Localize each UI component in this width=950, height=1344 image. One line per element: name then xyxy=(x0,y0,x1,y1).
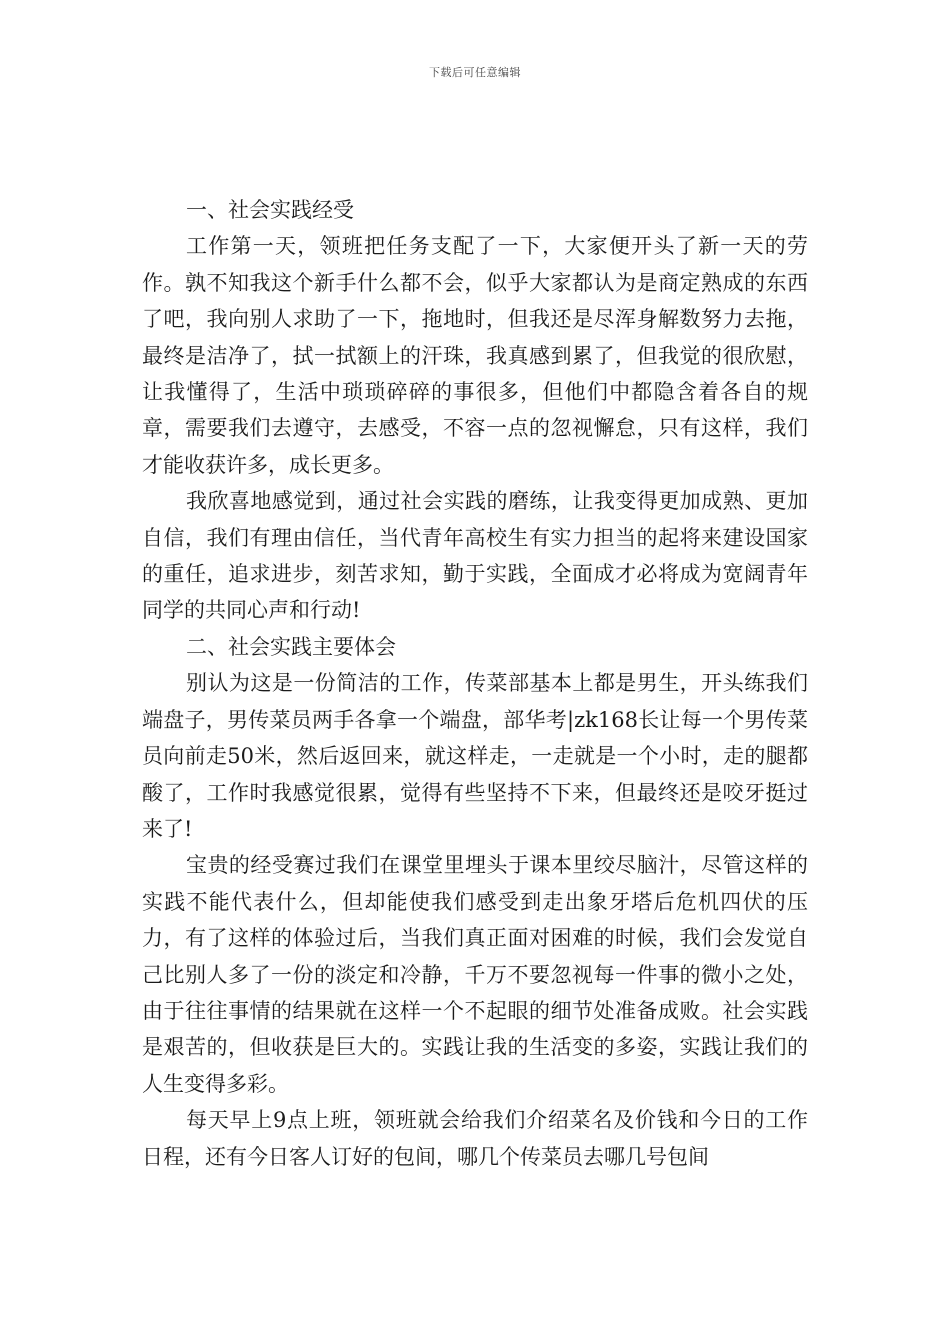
section-heading: 二、社会实践主要体会 xyxy=(186,634,396,659)
paragraph: 工作第一天，领班把任务支配了一下，大家便开头了新一天的劳作。孰不知我这个新手什么都不会，似乎大家都认为是商定熟成的东西了吧，我向别人求助了一下，拖地时，但我还是尽浑身解数努力去拖，最终是洁净了，拭一拭额上的汗珠，我真感到累了，但我觉的很欣慰，让我懂得了，生活中琐琐碎碎的事很多，但他们中都隐含着各自的规章，需要我们去遵守，去感受，不容一点的忽视懈怠，只有这样，我们才能收获许多，成长更多。 xyxy=(142,234,808,477)
paragraph: 每天早上9点上班，领班就会给我们介绍菜名及价钱和今日的工作日程，还有今日客人订好的包间，哪几个传菜员去哪几号包间 xyxy=(142,1108,808,1169)
paragraph: 别认为这是一份简洁的工作，传菜部基本上都是男生，开头练我们端盘子，男传菜员两手各拿一个端盘，部华考|zk168长让每一个男传菜员向前走50米，然后返回来，就这样走，一走就是一个小时，走的腿都酸了，工作时我感觉很累，觉得有些坚持不下来，但最终还是咬牙挺过来了! xyxy=(142,671,808,841)
paragraph: 宝贵的经受赛过我们在课堂里埋头于课本里绞尽脑汁，尽管这样的实践不能代表什么，但却能使我们感受到走出象牙塔后危机四伏的压力，有了这样的体验过后，当我们真正面对困难的时候，我们会发觉自己比别人多了一份的淡定和冷静，千万不要忽视每一件事的微小之处，由于往往事情的结果就在这样一个不起眼的细节处准备成败。社会实践是艰苦的，但收获是巨大的。实践让我的生活变的多姿，实践让我们的人生变得多彩。 xyxy=(142,853,808,1096)
section-heading: 一、社会实践经受 xyxy=(186,198,354,222)
paragraph: 我欣喜地感觉到，通过社会实践的磨练，让我变得更加成熟、更加自信，我们有理由信任，当代青年高校生有实力担当的起将来建设国家的重任，追求进步，刻苦求知，勤于实践，全面成才必将成为宽阔青年同学的共同心声和行动! xyxy=(142,489,808,623)
document-body xyxy=(142,192,808,1175)
page-header: 下载后可任意编辑 xyxy=(429,66,521,79)
